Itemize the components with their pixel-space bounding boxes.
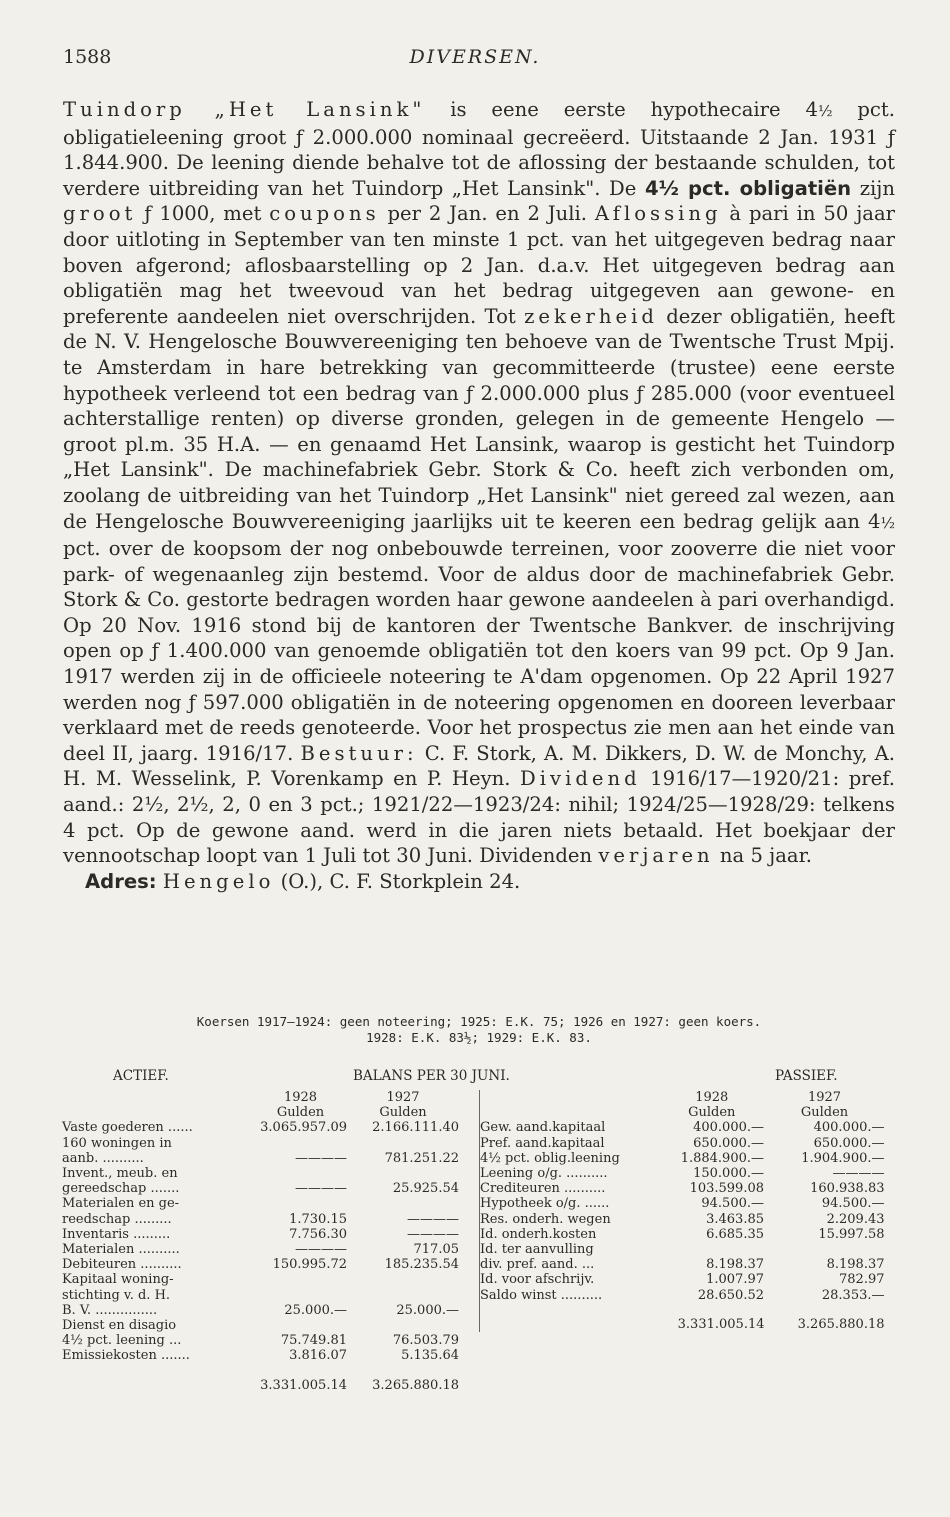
text-run: pct. obligatieleening groot ƒ 2.000.000 nominaal gecreëerd. Uitstaande 2 Jan. 1931 ƒ 1.844.900. De leening diende behalve tot de aflossing der bestaande schulden, tot verdere uitbreiding van het Tuindorp „Het Lansink". De (63, 98, 895, 200)
actief-row (62, 1257, 459, 1272)
unit-label: Gulden (688, 1105, 736, 1121)
actief-value-1927 (347, 1136, 459, 1151)
passief-item-label: div. pref. aand. ... (480, 1257, 595, 1273)
unit-label: Gulden (379, 1105, 427, 1121)
actief-value-1928: 25.000.— (284, 1302, 347, 1318)
actief-item-label: Inventaris ......... (62, 1226, 171, 1242)
actief-value-1927 (347, 1196, 459, 1211)
actief-total-row (62, 1364, 459, 1393)
actief-value-1927 (347, 1272, 459, 1287)
actief-row (62, 1136, 459, 1151)
passief-value-1927: 94.500.— (821, 1196, 885, 1212)
year-1927: 1927 (386, 1090, 420, 1105)
year-1928: 1928 (695, 1090, 729, 1105)
actief-value-1928: 3.065.957.09 (260, 1120, 347, 1136)
passief-value-1927: 160.938.83 (810, 1181, 885, 1197)
passief-item-label: 4½ pct. oblig.leening (480, 1150, 620, 1166)
passief-value-1927: ———— (832, 1166, 885, 1182)
actief-value-1928 (254, 1136, 347, 1151)
spacer (480, 1303, 660, 1332)
actief-row (62, 1333, 459, 1348)
actief-item-label: Kapitaal woning- (62, 1272, 174, 1288)
description-paragraph (63, 97, 895, 869)
actief-value-1927: 76.503.79 (392, 1333, 459, 1349)
actief-value-1927 (347, 1166, 459, 1181)
page-header (63, 46, 887, 76)
actief-value-1927: 781.251.22 (384, 1150, 459, 1166)
address-place: Hengelo (162, 869, 275, 893)
passief-value-1927 (765, 1242, 885, 1257)
quotations-line-2: 1928: E.K. 83½; 1929: E.K. 83. (366, 1030, 592, 1045)
text-run: ½ (880, 513, 895, 532)
actief-value-1927: 2.166.111.40 (372, 1120, 459, 1136)
passief-value-1928: 1.884.900.— (680, 1150, 764, 1166)
passief-row (480, 1227, 885, 1242)
passief-row (480, 1288, 885, 1303)
actief-value-1927: ———— (407, 1226, 459, 1242)
text-run: Aflossing (594, 202, 722, 226)
text-run: ½ (817, 102, 833, 120)
actief-value-1928 (254, 1288, 347, 1303)
passief-item-label: Id. voor afschrijv. (480, 1272, 595, 1288)
actief-item-label: Dienst en disagio (62, 1318, 177, 1334)
actief-item-label: Materialen .......... (62, 1242, 180, 1258)
actief-item-label: gereedschap ....... (62, 1181, 180, 1197)
actief-value-1928 (254, 1166, 347, 1181)
passief-item-label: Hypotheek o/g. ...... (480, 1196, 610, 1212)
actief-value-1927: 25.925.54 (392, 1181, 459, 1197)
actief-year-row (62, 1090, 459, 1105)
text-run: C. F. Stork, A. M. Dikkers, D. W. de Monchy, A. H. M. Wesselink, P. Vorenkamp en P. Heyn. (63, 741, 896, 791)
quotations (63, 1014, 895, 1046)
passief-item-label: Id. ter aanvulling (480, 1242, 594, 1258)
passief-value-1928: 28.650.52 (697, 1287, 764, 1303)
actief-row (62, 1242, 459, 1257)
actief-value-1928: 3.816.07 (289, 1348, 347, 1364)
actief-item-label: 4½ pct. leening ... (62, 1333, 182, 1349)
address-line (63, 869, 895, 895)
actief-row (62, 1288, 459, 1303)
actief-row (62, 1120, 459, 1135)
address-rest: (O.), C. F. Storkplein 24. (274, 869, 521, 893)
passief-item-label: Id. onderh.kosten (480, 1226, 597, 1242)
passief-row (480, 1196, 885, 1211)
actief-item-label: 160 woningen in (62, 1135, 172, 1151)
text-run: dezer obligatiën, heeft de N. V. Hengelosche Bouwvereeniging ten behoeve van de Twentsche Trust Mpij. te Amsterdam in hare betrekking van gecommitteerde (trustee) eene eerste hypotheek verleend tot een bedrag van ƒ 2.000.000 plus ƒ 285.000 (voor eventueel achterstallige renten) op diverse gronden, gelegen in de gemeente Hengelo — groot pl.m. 35 H.A. — en genaamd Het Lansink, waarop is gesticht het Tuindorp „Het Lansink". De machinefabriek Gebr. Stork & Co. heeft zich verbonden om, zoolang de uitbreiding van het Tuindorp „Het Lansink" niet gereed zal wezen, aan de Hengelosche Bouwvereeniging jaarlijks uit te keeren een bedrag gelijk aan 4 (63, 304, 895, 533)
passief-value-1927: 8.198.37 (826, 1257, 885, 1273)
passief-total-1927: 3.265.880.18 (797, 1316, 885, 1332)
text-run: à pari in 50 jaar door uitloting in September van ten minste 1 pct. van het uitgegeven bedrag naar boven afgerond; aflosbaarstelling op 2 Jan. d.a.v. Het uitgegeven bedrag aan obligatiën mag het tweevoud van het bedrag uitgegeven aan gewone- en preferente aandeelen niet overschrijden. Tot (63, 202, 896, 328)
passief-item-label: Crediteuren .......... (480, 1181, 606, 1197)
passief-year-row (480, 1090, 885, 1105)
actief-item-label: stichting v. d. H. (62, 1287, 171, 1303)
quotations-line-1: Koersen 1917—1924: geen noteering; 1925: E.K. 75; 1926 en 1927: geen koers. (196, 1014, 762, 1029)
passief-value-1927: 1.904.900.— (801, 1150, 885, 1166)
passief-row (480, 1257, 885, 1272)
actief-row (62, 1181, 459, 1196)
text-run: Bestuur: (300, 741, 418, 765)
passief-value-1927: 2.209.43 (826, 1211, 885, 1227)
passief-total-1928: 3.331.005.14 (677, 1316, 765, 1332)
spacer (62, 1364, 254, 1393)
text-run: is eene eerste hypothecaire 4 (425, 98, 818, 121)
actief-item-label: Debiteuren .......... (62, 1257, 182, 1273)
passief-value-1928: 400.000.— (693, 1120, 764, 1136)
text-run: 4½ pct. obligatiën (644, 176, 852, 200)
passief-item-label: Gew. aand.kapitaal (480, 1120, 606, 1136)
actief-item-label: Materialen en ge- (62, 1196, 180, 1212)
text-run: verjaren (598, 844, 714, 868)
actief-item-label: reedschap ......... (62, 1211, 172, 1227)
passief-item-label: Res. onderh. wegen (480, 1211, 611, 1227)
passief-value-1928: 103.599.08 (689, 1181, 764, 1197)
passief-value-1928: 3.463.85 (706, 1211, 764, 1227)
passief-unit-row (480, 1105, 885, 1120)
actief-total-1928: 3.331.005.14 (260, 1377, 347, 1393)
text-run: Tuindorp „Het Lansink" (63, 98, 426, 121)
actief-value-1928 (254, 1318, 347, 1333)
actief-row (62, 1212, 459, 1227)
actief-value-1927: 185.235.54 (384, 1257, 459, 1273)
passief-row (480, 1272, 885, 1287)
passief-value-1928: 150.000.— (693, 1166, 764, 1182)
actief-row (62, 1272, 459, 1287)
actief-unit-row (62, 1105, 459, 1120)
passief-value-1928: 6.685.35 (706, 1226, 764, 1242)
passief-label: PASSIEF. (775, 1068, 838, 1084)
actief-item-label: Invent., meub. en (62, 1166, 178, 1182)
balance-title: BALANS PER 30 JUNI. (353, 1068, 510, 1084)
text-run: ƒ 1000, met (136, 202, 270, 226)
actief-value-1927 (347, 1318, 459, 1333)
year-1927: 1927 (807, 1090, 842, 1105)
text-run: Dividend (520, 767, 641, 791)
passief-value-1928: 650.000.— (693, 1135, 764, 1151)
actief-total-1927: 3.265.880.18 (372, 1377, 459, 1393)
passief-row (480, 1166, 885, 1181)
passief-value-1927: 28.353.— (821, 1287, 885, 1303)
actief-value-1928: 1.730.15 (289, 1211, 347, 1227)
passief-row (480, 1212, 885, 1227)
actief-value-1928: 7.756.30 (289, 1226, 347, 1242)
actief-row (62, 1166, 459, 1181)
actief-value-1927: ———— (407, 1211, 459, 1227)
actief-value-1927: 25.000.— (396, 1302, 459, 1318)
actief-item-label: Emissiekosten ....... (62, 1348, 190, 1364)
passief-value-1928 (660, 1242, 765, 1257)
actief-row (62, 1318, 459, 1333)
passief-value-1928: 94.500.— (701, 1196, 764, 1212)
actief-value-1927: 717.05 (413, 1242, 459, 1258)
actief-value-1928: 75.749.81 (280, 1333, 347, 1349)
actief-row (62, 1196, 459, 1211)
text-run: zekerheid (524, 304, 658, 328)
actief-item-label: aanb. .......... (62, 1150, 144, 1166)
actief-row (62, 1227, 459, 1242)
actief-value-1928 (254, 1196, 347, 1211)
page-number: 1588 (63, 46, 112, 68)
actief-value-1928: ———— (295, 1181, 347, 1197)
text-run: zijn (851, 176, 896, 200)
text-run: groot (63, 202, 137, 226)
unit-label: Gulden (276, 1105, 325, 1121)
text-run: coupons (269, 202, 380, 226)
actief-value-1928: 150.995.72 (272, 1257, 347, 1273)
passief-value-1927: 782.97 (839, 1272, 885, 1288)
passief-row (480, 1181, 885, 1196)
passief-item-label: Saldo winst .......... (480, 1287, 603, 1303)
section-title: DIVERSEN. (409, 46, 541, 68)
balance-header (63, 1068, 895, 1088)
actief-value-1928: ———— (295, 1242, 347, 1258)
passief-row (480, 1242, 885, 1257)
company-description (63, 97, 895, 894)
unit-label: Gulden (800, 1105, 849, 1121)
address-label: Adres: (85, 869, 157, 893)
passief-value-1927: 400.000.— (813, 1120, 885, 1136)
actief-row (62, 1303, 459, 1318)
passief-value-1928: 8.198.37 (706, 1257, 764, 1273)
actief-table (62, 1090, 459, 1393)
actief-row (62, 1151, 459, 1166)
passief-row (480, 1136, 885, 1151)
actief-value-1927: 5.135.64 (401, 1348, 459, 1364)
text-run: 1916/17—1920/21: pref. aand.: 2½, 2½, 2, 0 en 3 pct.; 1921/22—1923/24: nihil; 1924/25—1928/29: telkens 4 pct. Op de gewone aand. werd in die jaren niets betaald. Het boekjaar der vennootschap loopt van 1 Juli tot 30 Juni. Dividenden (63, 767, 895, 868)
passief-row (480, 1120, 885, 1135)
passief-row (480, 1151, 885, 1166)
passief-total-row (480, 1303, 885, 1332)
passief-value-1928: 1.007.97 (706, 1272, 764, 1288)
passief-item-label: Pref. aand.kapitaal (480, 1135, 605, 1151)
text-run: per 2 Jan. en 2 Juli. (379, 202, 595, 226)
text-run: pct. over de koopsom der nog onbebouwde terreinen, voor zooverre die niet voor park- of wegenaanleg zijn bestemd. Voor de aldus door de machinefabriek Gebr. Stork & Co. gestorte bedragen worden haar gewone aandeelen à pari overhandigd. Op 20 Nov. 1916 stond bij de kantoren der Twentsche Bankver. de inschrijving open op ƒ 1.400.000 van genoemde obligatiën tot den koers van 99 pct. Op 9 Jan. 1917 werden zij in de officieele noteering te A'dam opgenomen. Op 22 April 1927 werden nog ƒ 597.000 obligatiën in de noteering opgenomen en dooreen leverbaar verklaard met de reeds genoteerde. Voor het prospectus zie men aan het einde van deel II, jaarg. 1916/17. (63, 537, 895, 765)
text-run: na 5 jaar. (713, 844, 813, 868)
actief-item-label: Vaste goederen ...... (62, 1120, 193, 1136)
actief-item-label: B. V. ............... (62, 1302, 158, 1318)
actief-label: ACTIEF. (113, 1068, 169, 1084)
actief-value-1928: ———— (295, 1150, 347, 1166)
passief-item-label: Leening o/g. .......... (480, 1166, 608, 1182)
actief-value-1928 (254, 1272, 347, 1287)
year-1928: 1928 (283, 1090, 318, 1105)
passief-value-1927: 650.000.— (813, 1135, 885, 1151)
actief-value-1927 (347, 1288, 459, 1303)
passief-value-1927: 15.997.58 (818, 1226, 885, 1242)
actief-row (62, 1348, 459, 1363)
passief-table (479, 1090, 885, 1332)
